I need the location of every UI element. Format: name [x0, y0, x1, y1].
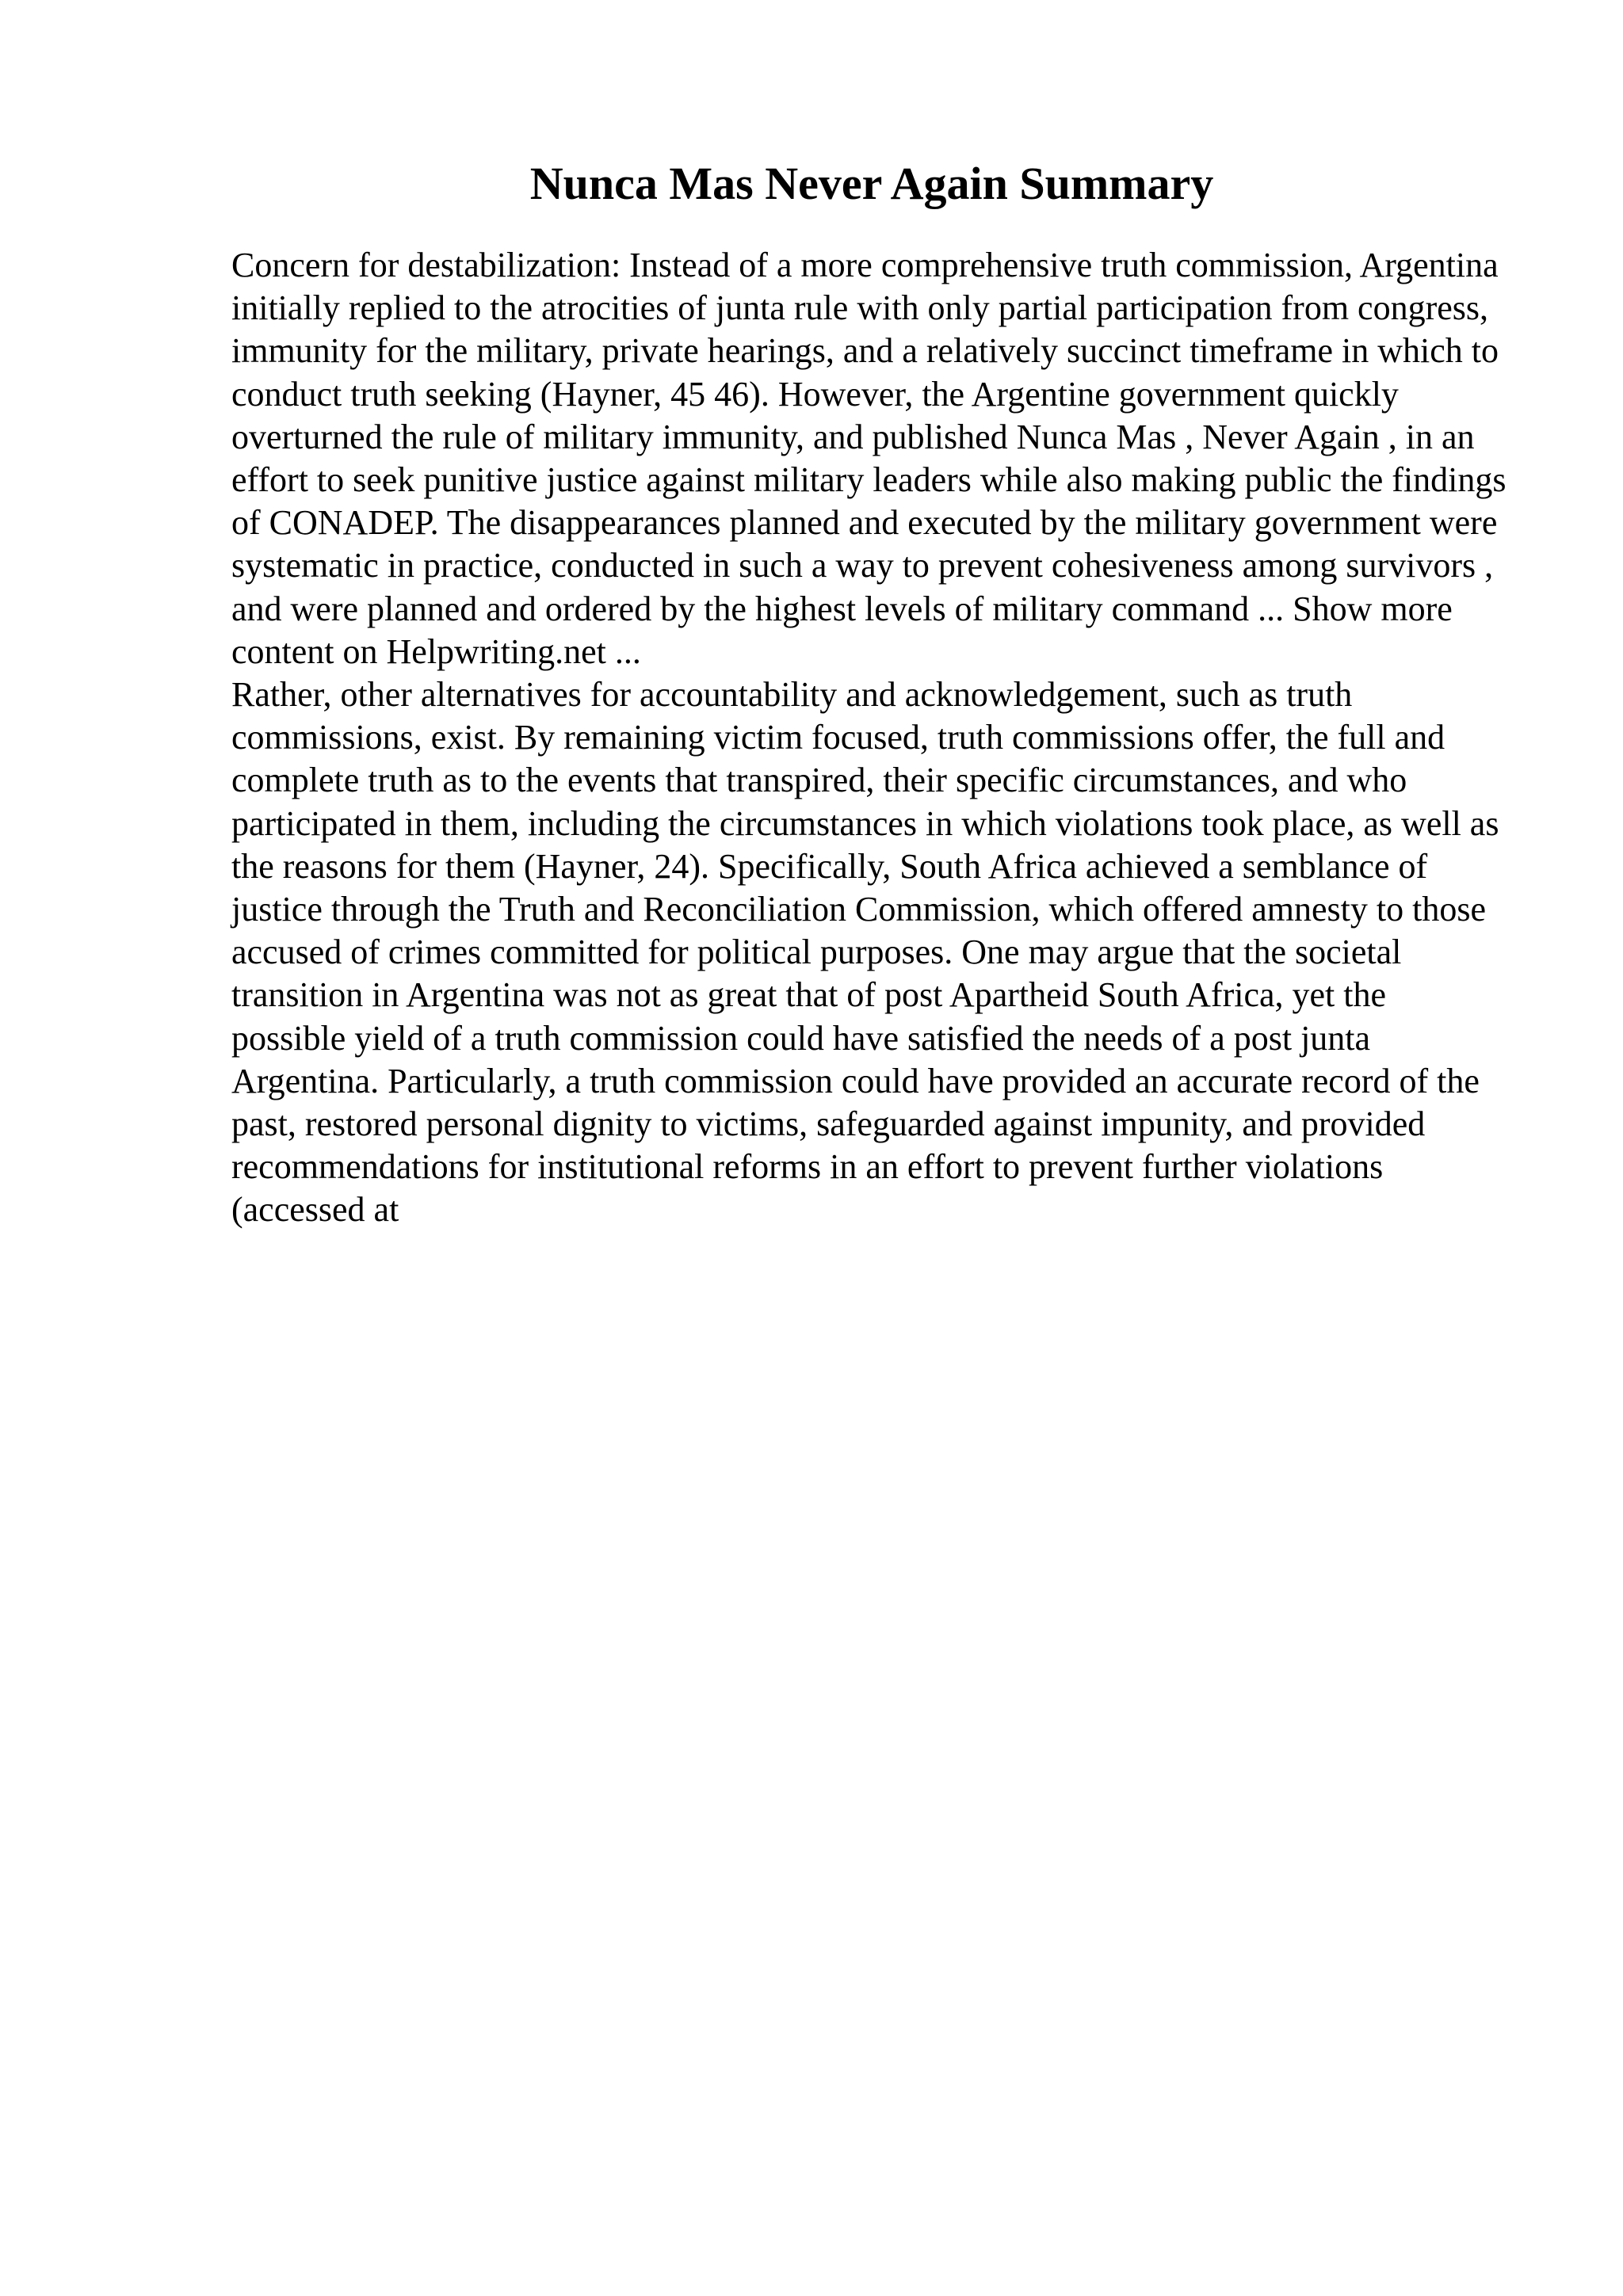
document-title: Nunca Mas Never Again Summary — [529, 158, 1214, 209]
document-body — [231, 244, 1507, 1232]
paragraph-alternatives: Rather, other alternatives for accountability and acknowledgement, such as truth commissions, exist. By remaining victim focused, truth commissions offer, the full and complete truth as to the events that transpired, their specific circumstances, and who participated in them, including the circumstances in which violations took place, as well as the reasons for them (Hayner, 24). Specifically, South Africa achieved a semblance of justice through the Truth and Reconciliation Commission, which offered amnesty to those accused of crimes committed for political purposes. One may argue that the societal transition in Argentina was not as great that of post Apartheid South Africa, yet the possible yield of a truth commission could have satisfied the needs of a post junta Argentina. Particularly, a truth commission could have provided an accurate record of the past, restored personal dignity to victims, safeguarded against impunity, and provided recommendations for institutional reforms in an effort to prevent further violations (accessed at — [231, 675, 1499, 1230]
paragraph-destabilization: Concern for destabilization: Instead of a more comprehensive truth commission, Argentina initially replied to the atrocities of junta rule with only partial participation from congress, immunity for the military, private hearings, and a relatively succinct timeframe in which to conduct truth seeking (Hayner, 45 46). However, the Argentine government quickly overturned the rule of military immunity, and published Nunca Mas , Never Again , in an effort to seek punitive justice against military leaders while also making public the findings of CONADEP. The disappearances planned and executed by the military government were systematic in practice, conducted in such a way to prevent cohesiveness among survivors , and were planned and ordered by the highest levels of military command ... Show more content on Helpwriting.net ... — [231, 246, 1507, 671]
